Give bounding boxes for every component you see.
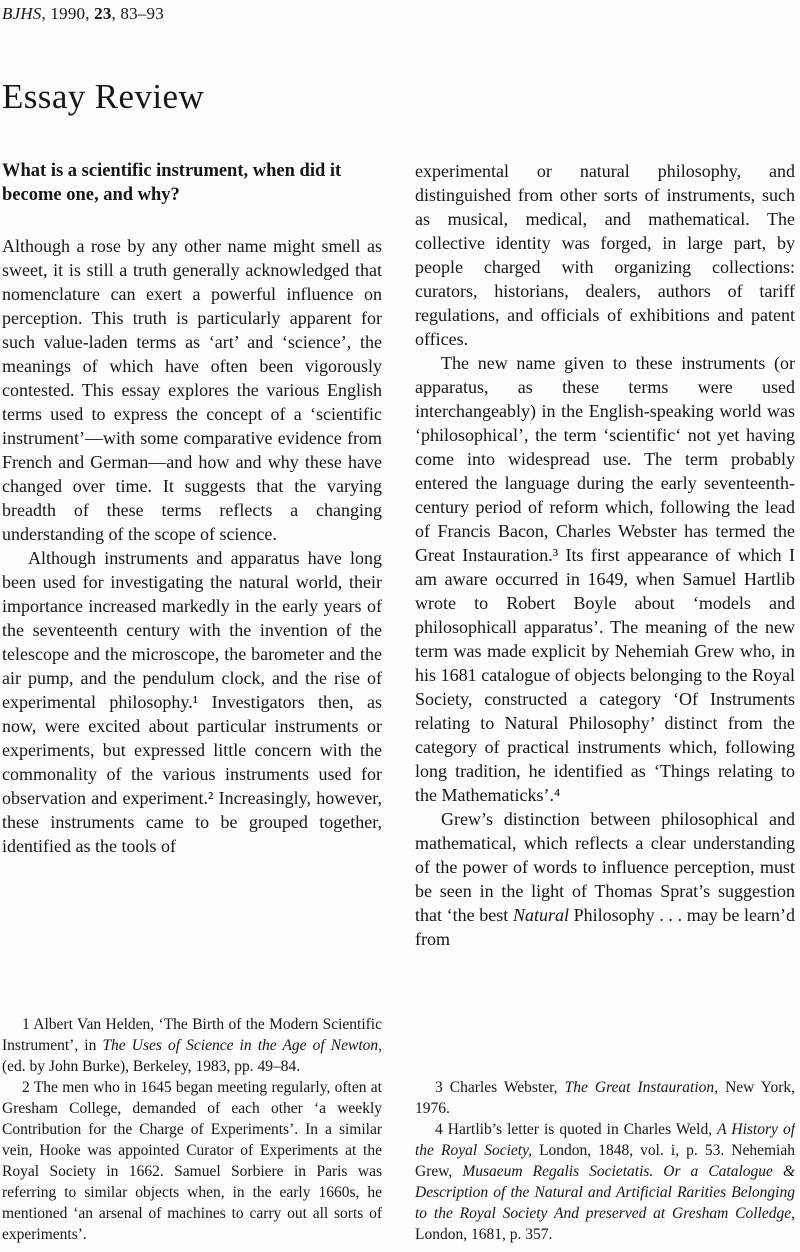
footnote-3-text: 3 Charles Webster, (435, 1079, 565, 1096)
paragraph-grew-distinction (415, 807, 795, 951)
footnote-3-tail: New York, 1976. (415, 1079, 795, 1117)
citation-pages: , 83–93 (111, 4, 164, 23)
essay-heading: What is a scientific instrument, when did it become one, and why? (2, 161, 342, 205)
two-column-layout (2, 159, 795, 1245)
right-column (415, 159, 795, 1245)
footnote-1-book-title: The Uses of Science in the Age of Newton (102, 1037, 379, 1054)
footnote-4-text: 4 Hartlib’s letter is quoted in Charles Weld, (435, 1121, 718, 1138)
footnote-4-tail: , London, 1681, p. 357. (415, 1205, 795, 1243)
paragraph-grew-italic-natural: Natural (512, 905, 569, 925)
footnote-4-book-title-1: A History of the Royal Society, (415, 1121, 795, 1159)
journal-citation (2, 4, 795, 24)
paragraph-continued: experimental or natural philosophy, and distinguished from other sorts of instruments, such as musical, medical, and mathematical. The collective identity was forged, in large part, by people charged with organizing collections: curators, historians, dealers, authors of tariff regulations, and officials of exhibitions and patent offices. (415, 161, 795, 349)
footnote-1 (2, 1014, 382, 1077)
footnote-3 (415, 1077, 795, 1119)
citation-year: , 1990, (41, 4, 95, 23)
footnote-3-book-title: The Great Instauration, (564, 1079, 719, 1096)
paragraph-intro: Although a rose by any other name might smell as sweet, it is still a truth generally acknowledged that nomenclature can exert a powerful influence on perception. This truth is particularly apparent for such value-laden terms as ‘art’ and ‘science’, the meanings of which have often been vigorously contested. This essay explores the various English terms used to express the concept of a ‘scientific instrument’—with some comparative evidence from French and German—and how and why these have changed over time. It suggests that the varying breadth of these terms reflects a changing understanding of the scope of science. (2, 236, 382, 544)
footnote-1-text: 1 Albert Van Helden, ‘The Birth of the Modern Scientific Instrument’, in (2, 1016, 382, 1054)
paragraph-grew-text: Grew’s distinction between philosophical and mathematical, which reflects a clear understanding of the power of words to influence perception, must be seen in the light of Thomas Sprat’s suggestion that ‘the best (415, 809, 795, 925)
page-title: Essay Review (2, 77, 205, 116)
left-column (2, 159, 382, 1245)
footnotes-left (2, 1014, 382, 1245)
paragraph-grew-tail: Philosophy . . . may be learn’d from (415, 905, 795, 949)
citation-volume: 23 (94, 4, 112, 23)
footnote-4-mid: London, 1848, vol. i, p. 53. Nehemiah Grew, (415, 1142, 795, 1180)
journal-abbrev: BJHS (2, 4, 42, 23)
footnote-4-book-title-2: Musaeum Regalis Societatis. Or a Catalogue & Description of the Natural and Artificial Rarities Belonging to the Royal Society And preserved at Gresham Colledge (415, 1163, 795, 1222)
footnotes-right (415, 1077, 795, 1245)
footnote-2: 2 The men who in 1645 began meeting regularly, often at Gresham College, demanded of each other ‘a weekly Contribution for the Charge of Experiments’. In a similar vein, Hooke was appointed Curator of Experiments at the Royal Society in 1662. Samuel Sorbiere in Paris was referring to similar objects when, in the early 1660s, he mentioned ‘an arsenal of machines to carry out all sorts of experiments’. (2, 1079, 382, 1243)
paragraph-instruments: Although instruments and apparatus have long been used for investigating the natural world, their importance increased markedly in the early years of the seventeenth century with the invention of the telescope and the microscope, the barometer and the air pump, and the pendulum clock, and the rise of experimental philosophy.¹ Investigators then, as now, were excited about particular instruments or experiments, but expressed little concern with the commonality of the various instruments used for observation and experiment.² Increasingly, however, these instruments came to be grouped together, identified as the tools of (2, 548, 382, 856)
paragraph-new-name: The new name given to these instruments (or apparatus, as these terms were used interchangeably) in the English-speaking world was ‘philosophical’, the term ‘scientific‘ not yet having come into widespread use. The term probably entered the language during the early seventeenth-century period of reform which, following the lead of Francis Bacon, Charles Webster has termed the Great Instauration.³ Its first appearance of which I am aware occurred in 1649, when Samuel Hartlib wrote to Robert Boyle about ‘models and philosophicall apparatus’. The meaning of the new term was made explicit by Nehemiah Grew who, in his 1681 catalogue of objects belonging to the Royal Society, constructed a category ‘Of Instruments relating to Natural Philosophy’ distinct from the category of practical instruments which, following long tradition, he identified as ‘Things relating to the Mathematicks’.⁴ (415, 353, 795, 805)
footnote-4 (415, 1119, 795, 1245)
footnote-1-tail: , (ed. by John Burke), Berkeley, 1983, pp. 49–84. (2, 1037, 382, 1075)
